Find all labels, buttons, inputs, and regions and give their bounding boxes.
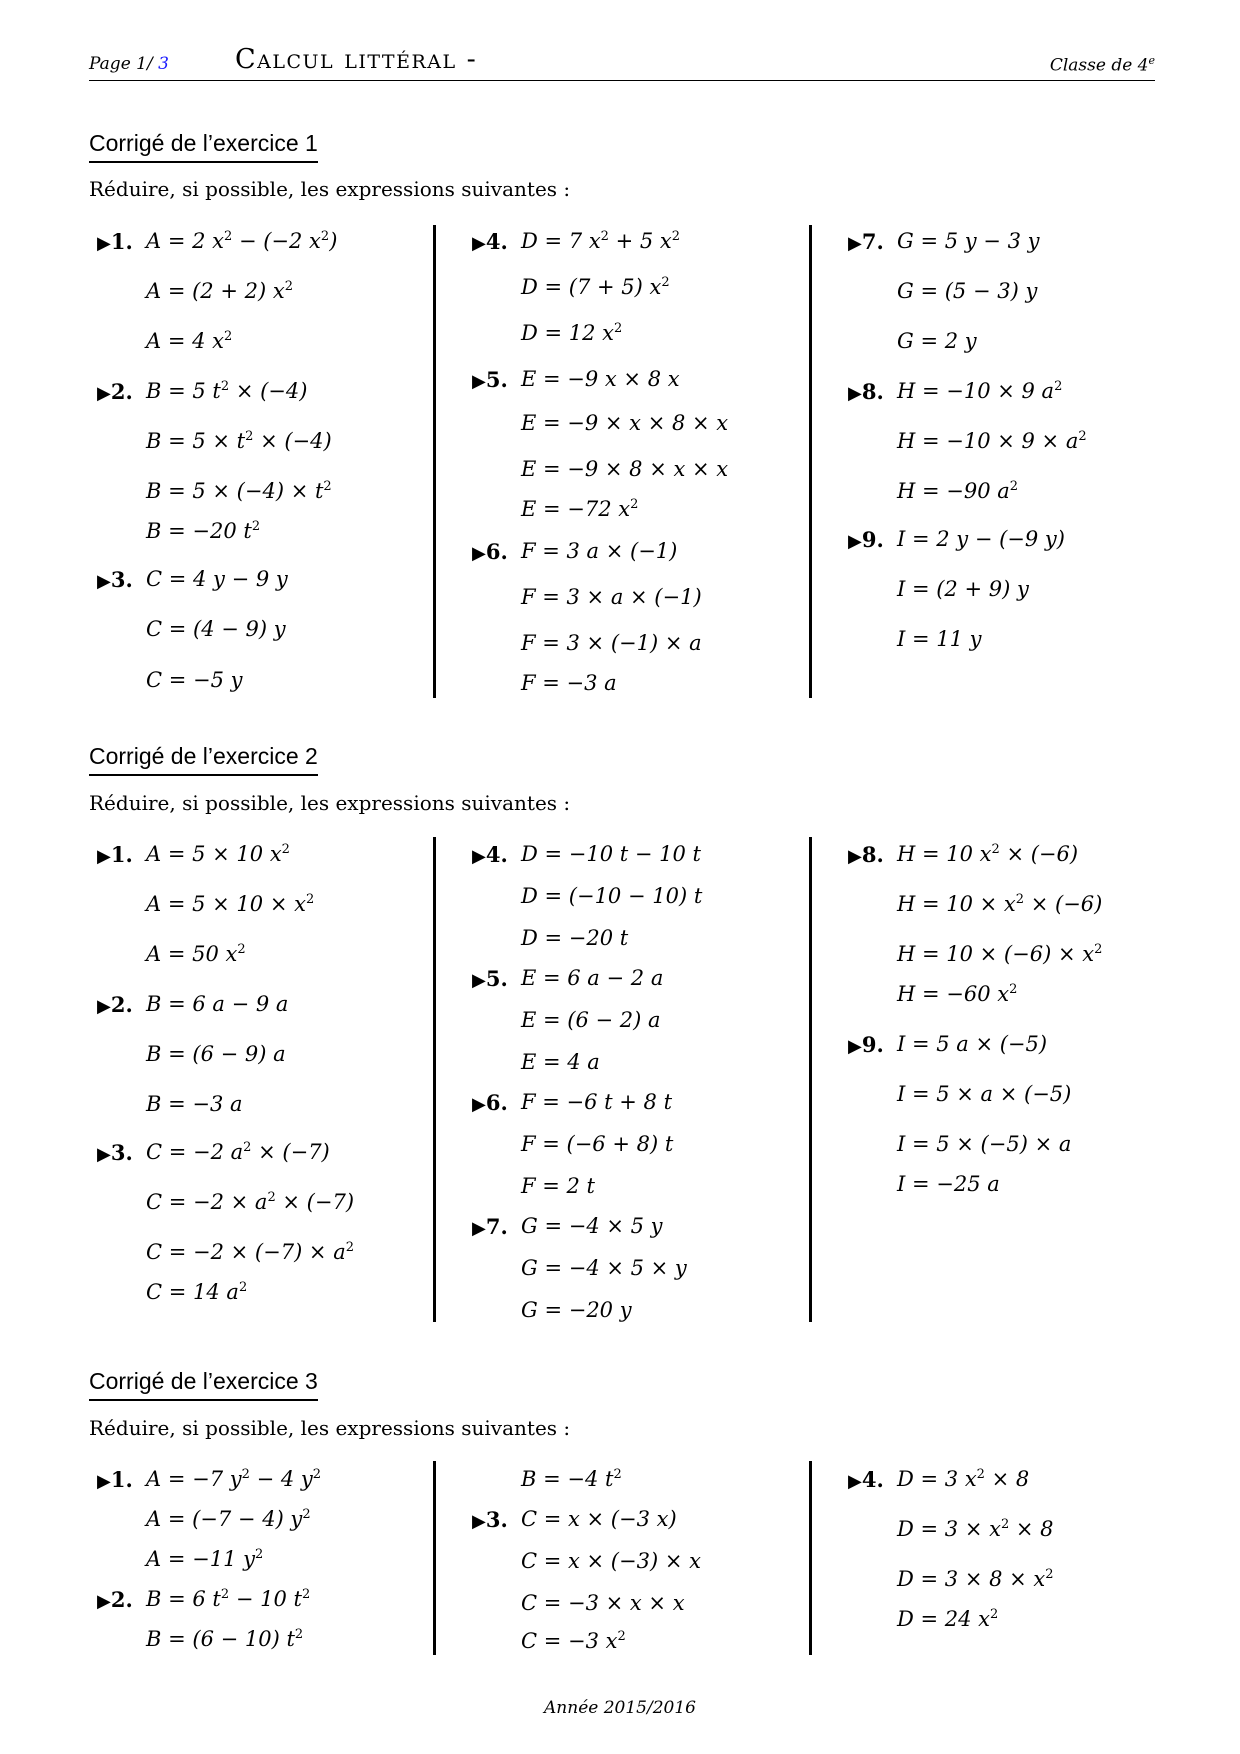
exercise-title: Corrigé de l’exercice 1	[89, 130, 318, 163]
triangle-bullet-icon: ▶	[472, 1511, 486, 1532]
triangle-bullet-icon: ▶	[97, 1144, 111, 1165]
expression-line: G = 5 y − 3 y	[897, 229, 1040, 253]
expression-line: H = −60 $x^2$	[897, 982, 1018, 1006]
expression-line: H = −10 × 9 $a^2$	[897, 379, 1063, 403]
column-separator	[809, 837, 812, 1322]
expression-line: G = (5 − 3) y	[897, 279, 1038, 303]
expression-line: F = 2 t	[521, 1174, 595, 1198]
expression-line: A = 5 × 10 $x^2$	[146, 842, 290, 866]
triangle-bullet-icon: ▶	[97, 1471, 111, 1492]
item-number: ▶6.	[472, 1090, 508, 1115]
triangle-bullet-icon: ▶	[97, 233, 111, 254]
triangle-bullet-icon: ▶	[472, 543, 486, 564]
expression-line: F = −6 t + 8 t	[521, 1090, 673, 1114]
item-number: ▶7.	[848, 229, 884, 254]
expression-line: C = x × (−3) × x	[521, 1549, 701, 1573]
triangle-bullet-icon: ▶	[848, 846, 862, 867]
class-text: Classe de 4	[1049, 55, 1149, 76]
document-title: Calcul littéral -	[235, 44, 478, 75]
expression-line: F = 3 × (−1) × a	[521, 631, 702, 655]
expression-line: $D = 3 \times x^2 \times 8$	[897, 1517, 1054, 1541]
exercise-instruction: Réduire, si possible, les expressions suivantes :	[89, 1416, 571, 1440]
expression-line: I = 2 y − (−9 y)	[897, 527, 1065, 551]
expression-line: C = −3 $x^2$	[521, 1629, 626, 1653]
expression-line: I = 5 × (−5) × a	[897, 1132, 1072, 1156]
page-total-link[interactable]: 3	[158, 54, 169, 74]
expression-line: B = (6 − 10) $t^2$	[146, 1627, 304, 1651]
triangle-bullet-icon: ▶	[848, 383, 862, 404]
triangle-bullet-icon: ▶	[472, 846, 486, 867]
column-separator	[809, 1461, 812, 1655]
triangle-bullet-icon: ▶	[97, 1591, 111, 1612]
page-label: Page 1/	[89, 54, 153, 74]
expression-line: G = −20 y	[521, 1298, 632, 1322]
expression-line: $C = -2 \times a^2 \times (-7)$	[146, 1190, 355, 1214]
item-number: ▶1.	[97, 229, 133, 254]
expression-line: I = 11 y	[897, 627, 982, 651]
expression-line: C = x × (−3 x)	[521, 1507, 677, 1531]
exercise-instruction: Réduire, si possible, les expressions suivantes :	[89, 791, 571, 815]
triangle-bullet-icon: ▶	[848, 1471, 862, 1492]
expression-line: A = 50 $x^2$	[146, 942, 246, 966]
item-number: ▶2.	[97, 992, 133, 1017]
expression-line: A = (2 + 2) $x^2$	[146, 279, 293, 303]
triangle-bullet-icon: ▶	[472, 1218, 486, 1239]
item-number: ▶3.	[97, 567, 133, 592]
expression-line: E = −9 x × 8 x	[521, 367, 680, 391]
exercise-title: Corrigé de l’exercice 2	[89, 743, 318, 776]
item-number: ▶5.	[472, 367, 508, 392]
expression-line: $H = -10 \times 9 \times a^2$	[897, 429, 1087, 453]
column-separator	[809, 225, 812, 698]
expression-line: A = 4 $x^2$	[146, 329, 233, 353]
expression-line: B = −20 $t^2$	[146, 519, 261, 543]
item-number: ▶3.	[472, 1507, 508, 1532]
column-separator	[433, 1461, 436, 1655]
expression-line: E = 6 a − 2 a	[521, 966, 664, 990]
expression-line: F = (−6 + 8) t	[521, 1132, 674, 1156]
expression-line: E = −9 × x × 8 × x	[521, 411, 729, 435]
class-superscript: e	[1148, 54, 1155, 67]
expression-line: I = 5 × a × (−5)	[897, 1082, 1072, 1106]
page-header	[89, 44, 1155, 81]
item-number: ▶6.	[472, 539, 508, 564]
expression-line: F = 3 a × (−1)	[521, 539, 678, 563]
exercise-title: Corrigé de l’exercice 3	[89, 1368, 318, 1401]
expression-line: H = −90 $a^2$	[897, 479, 1019, 503]
exercise-instruction: Réduire, si possible, les expressions suivantes :	[89, 177, 571, 201]
item-number: ▶9.	[848, 527, 884, 552]
expression-line: D = −10 t − 10 t	[521, 842, 701, 866]
triangle-bullet-icon: ▶	[472, 371, 486, 392]
item-number: ▶3.	[97, 1140, 133, 1165]
triangle-bullet-icon: ▶	[97, 846, 111, 867]
expression-line: E = −72 $x^2$	[521, 497, 639, 521]
expression-line: H = 10 $x^2 \times (-6)$	[897, 842, 1079, 866]
expression-line: F = −3 a	[521, 671, 617, 695]
expression-line: I = (2 + 9) y	[897, 577, 1029, 601]
item-number: ▶4.	[848, 1467, 884, 1492]
expression-line: D = 24 $x^2$	[897, 1607, 999, 1631]
expression-line: B = −3 a	[146, 1092, 243, 1116]
expression-line: B = 6 $t^2 - 10$ $t^2$	[146, 1587, 311, 1611]
expression-line: D = −20 t	[521, 926, 629, 950]
expression-line: D = (−10 − 10) t	[521, 884, 703, 908]
expression-line: F = 3 × a × (−1)	[521, 585, 702, 609]
item-number: ▶8.	[848, 842, 884, 867]
item-number: ▶9.	[848, 1032, 884, 1057]
expression-line: C = 14 $a^2$	[146, 1280, 248, 1304]
expression-line: E = (6 − 2) a	[521, 1008, 661, 1032]
expression-line: G = 2 y	[897, 329, 977, 353]
expression-line: I = 5 a × (−5)	[897, 1032, 1048, 1056]
triangle-bullet-icon: ▶	[848, 531, 862, 552]
expression-line: C = −3 × x × x	[521, 1591, 685, 1615]
expression-line: D = 12 $x^2$	[521, 321, 623, 345]
item-number: ▶2.	[97, 1587, 133, 1612]
expression-line: B = (6 − 9) a	[146, 1042, 286, 1066]
expression-line: $B = 5 \times (-4) \times t^2$	[146, 479, 332, 503]
item-number: ▶1.	[97, 842, 133, 867]
triangle-bullet-icon: ▶	[472, 970, 486, 991]
expression-line: D = 7 $x^2 + 5$ $x^2$	[521, 229, 681, 253]
column-separator	[433, 225, 436, 698]
triangle-bullet-icon: ▶	[97, 383, 111, 404]
expression-line: $H = 10 \times (-6) \times x^2$	[897, 942, 1103, 966]
item-number: ▶7.	[472, 1214, 508, 1239]
expression-line: $A = 5 \times 10 \times x^2$	[146, 892, 315, 916]
item-number: ▶2.	[97, 379, 133, 404]
item-number: ▶4.	[472, 842, 508, 867]
expression-line: C = 4 y − 9 y	[146, 567, 288, 591]
expression-line: $H = 10 \times x^2 \times (-6)$	[897, 892, 1103, 916]
expression-line: A = −11 $y^2$	[146, 1547, 264, 1571]
expression-line: $D = 3 \times 8 \times x^2$	[897, 1567, 1054, 1591]
triangle-bullet-icon: ▶	[472, 1094, 486, 1115]
page-footer: Année 2015/2016	[544, 1698, 696, 1718]
page-number	[89, 54, 169, 74]
expression-line: $B = 5 \times t^2 \times (-4)$	[146, 429, 332, 453]
expression-line: C = (4 − 9) y	[146, 617, 286, 641]
triangle-bullet-icon: ▶	[848, 1036, 862, 1057]
expression-line: D = (7 + 5) $x^2$	[521, 275, 670, 299]
item-number: ▶5.	[472, 966, 508, 991]
expression-line: B = 6 a − 9 a	[146, 992, 289, 1016]
expression-line: B = 5 $t^2 \times (-4)$	[146, 379, 308, 403]
triangle-bullet-icon: ▶	[97, 571, 111, 592]
expression-line: D = 3 $x^2 \times 8$	[897, 1467, 1030, 1491]
expression-line: A = (−7 − 4) $y^2$	[146, 1507, 311, 1531]
expression-line: C = −5 y	[146, 668, 243, 692]
expression-line: A = −7 $y^2 - 4$ $y^2$	[146, 1467, 322, 1491]
item-number: ▶8.	[848, 379, 884, 404]
class-label	[1050, 54, 1155, 76]
expression-line: G = −4 × 5 × y	[521, 1256, 687, 1280]
item-number: ▶4.	[472, 229, 508, 254]
triangle-bullet-icon: ▶	[472, 233, 486, 254]
item-number: ▶1.	[97, 1467, 133, 1492]
expression-line: E = −9 × 8 × x × x	[521, 457, 729, 481]
column-separator	[433, 837, 436, 1322]
expression-line: A = 2 $x^2 - (-2$ $x^2$)	[146, 229, 338, 253]
expression-line: G = −4 × 5 y	[521, 1214, 663, 1238]
expression-line: $C = -2 \times (-7) \times a^2$	[146, 1240, 355, 1264]
expression-line: B = −4 $t^2$	[521, 1467, 622, 1491]
expression-line: E = 4 a	[521, 1050, 600, 1074]
expression-line: C = −2 $a^2 \times (-7)$	[146, 1140, 330, 1164]
triangle-bullet-icon: ▶	[97, 996, 111, 1017]
expression-line: I = −25 a	[897, 1172, 1000, 1196]
triangle-bullet-icon: ▶	[848, 233, 862, 254]
